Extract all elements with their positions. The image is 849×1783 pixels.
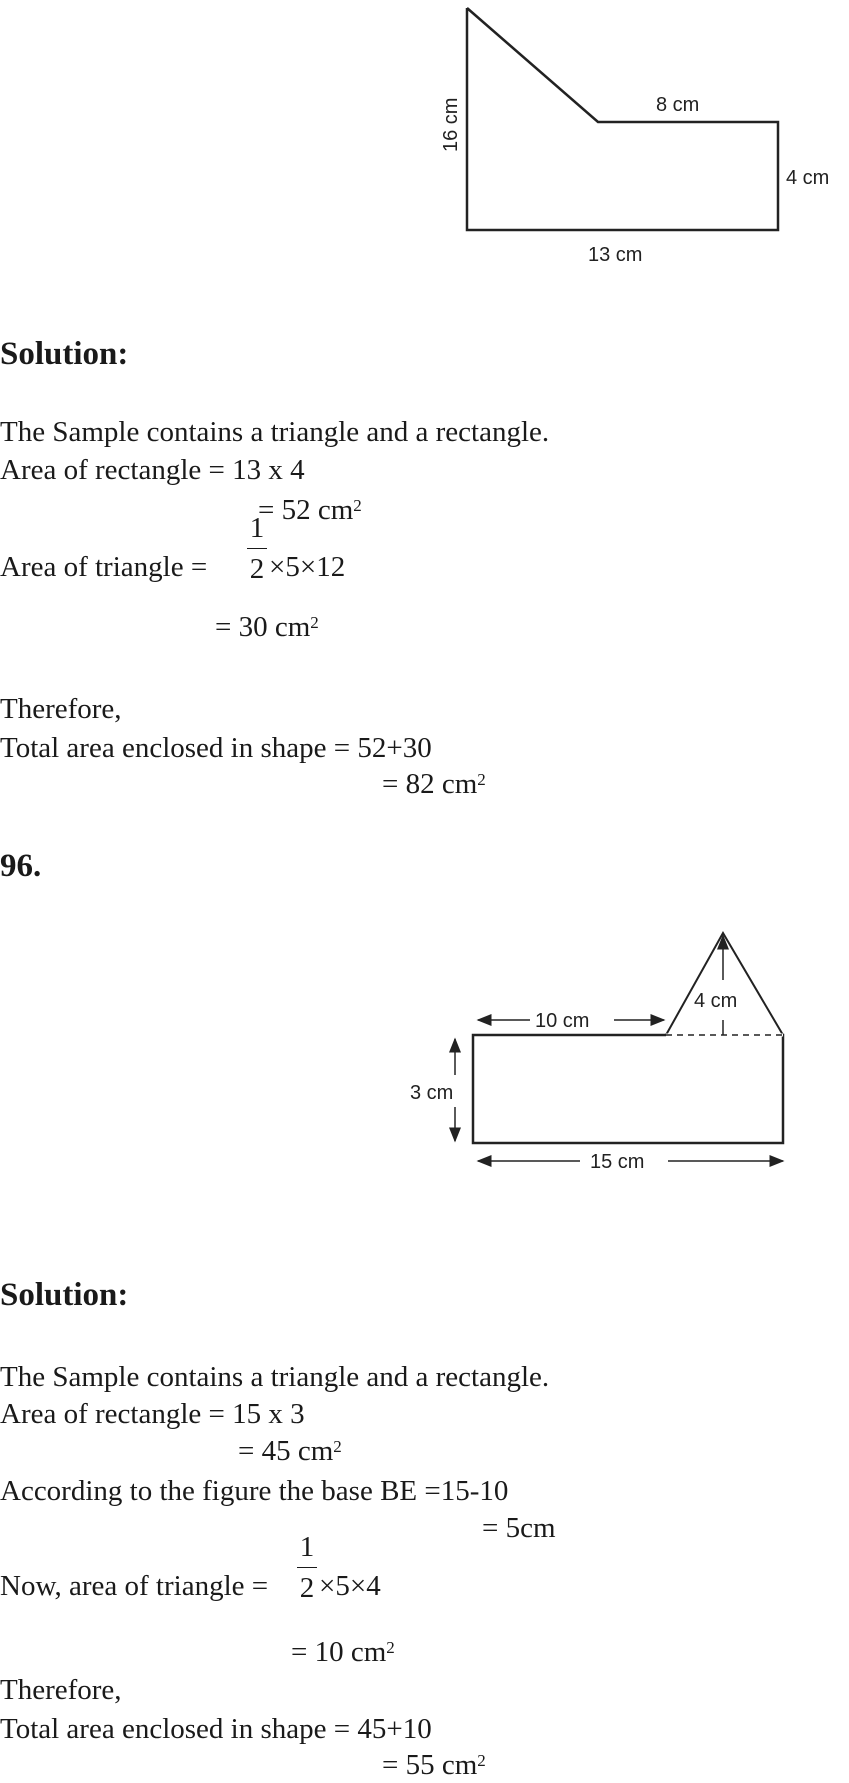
solution-2-line: Therefore,	[0, 1674, 122, 1706]
solution-1-line: = 82 $cm^2$	[382, 768, 486, 800]
figure-2-label-bottom: 15 cm	[590, 1151, 645, 1173]
solution-1-line: Area of triangle =	[0, 551, 208, 583]
figure-2-label-top: 10 cm	[535, 1010, 590, 1032]
figure-1-label-left: 16 cm	[440, 97, 462, 152]
solution-1-line: = 52 $cm^2$	[258, 494, 362, 526]
solution-1-line: Therefore,	[0, 693, 122, 725]
solution-1-line: Area of rectangle = 13 x 4	[0, 454, 305, 486]
figure-1-label-bottom: 13 cm	[588, 244, 643, 266]
figure-2-label-left: 3 cm	[410, 1082, 454, 1104]
solution-2-heading: Solution:	[0, 1277, 129, 1313]
solution-2-line: The Sample contains a triangle and a rectangle.	[0, 1361, 550, 1393]
solution-2-line: Total area enclosed in shape = 45+10	[0, 1713, 432, 1745]
solution-1-line: The Sample contains a triangle and a rectangle.	[0, 416, 550, 448]
solution-1-heading: Solution:	[0, 336, 129, 372]
solution-2-line: ×5×4	[319, 1570, 381, 1602]
solution-2-line: Now, area of triangle =	[0, 1570, 269, 1602]
figure-2-triangle	[666, 933, 783, 1035]
solution-2-line: Area of rectangle = 15 x 3	[0, 1398, 305, 1430]
solution-1-line: Total area enclosed in shape = 52+30	[0, 732, 432, 764]
fraction-one-half: 1 2	[246, 512, 268, 585]
fraction-one-half: 1 2	[296, 1531, 318, 1604]
solution-2-line: = 5cm	[482, 1512, 556, 1544]
solution-2-line: = 55 $cm^2$	[382, 1749, 486, 1781]
solution-1-line: = 30 $cm^2$	[215, 611, 319, 643]
figure-1-label-top: 8 cm	[656, 94, 700, 116]
solution-1-line: ×5×12	[269, 551, 346, 583]
solution-2-line: = 45 $cm^2$	[238, 1435, 342, 1467]
figure-2-rectangle	[473, 1035, 783, 1143]
solution-2-line: = 10 $cm^2$	[291, 1636, 395, 1668]
solution-2-line: According to the figure the base BE =15-10	[0, 1475, 509, 1507]
question-number: 96.	[0, 848, 42, 884]
figure-1-label-right: 4 cm	[786, 167, 830, 189]
figure-2-label-height: 4 cm	[694, 990, 738, 1012]
